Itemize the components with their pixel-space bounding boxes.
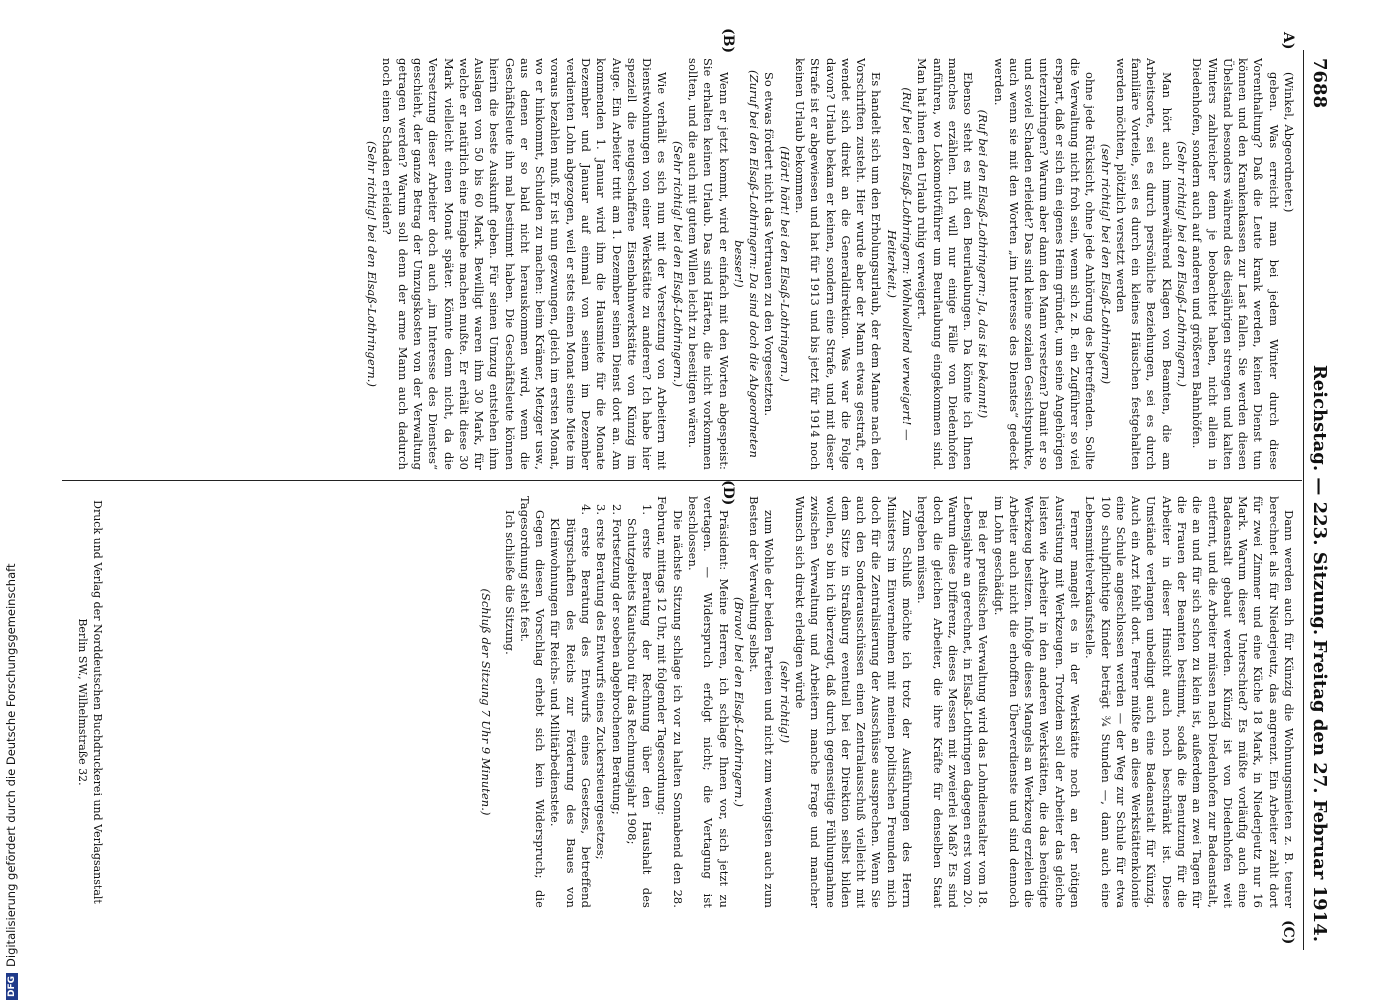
- printer-imprint: [74, 496, 104, 908]
- paragraph: Man hört auch immerwährend Klagen von Beamten, die am Arbeitsorte, sei es durch persönliche Beziehungen, sei es durch familiäre Vorteile, sei es durch ein kleines Häuschen festgehalten werden möchten, plötzlich versetzt werden: [1113, 58, 1174, 470]
- paragraph: Ebenso steht es mit den Beurlaubungen. Da könnte ich Ihnen manches erzählen. Ich will nur einige Fälle von Diedenhofen anführen, wo Lokomotivführer um Beurlaubung eingekommen sind. Man hat ihnen den Urlaub ruhig verweigert.: [915, 58, 976, 470]
- interjection: (Ruf bei den Elsaß-Lothringern: Wohlwollend verweigert! — Heiterkeit.): [884, 87, 914, 441]
- paragraph: Ich schließe die Sitzung.: [502, 510, 517, 655]
- paragraph: So etwas fördert nicht das Vertrauen zu den Vorgesetzten.: [762, 72, 777, 417]
- interjection: (Zuruf bei den Elsaß-Lothringern: Da sind doch die Abgeordneten besser!): [731, 70, 762, 458]
- imprint-line: Druck und Verlag der Norddeutschen Buchdruckerei und Verlagsanstalt: [91, 500, 104, 904]
- paragraph: Zum Schluß möchte ich trotz der Ausführungen des Herrn Ministers im Einvernehmen mit meinen politischen Freunden mich doch für die Zentralisierung der Ausschüsse aussprechen. Wenn Sie auch den Sonderausschüssen einen Zentralausschuß vielleicht mit dem Sitze in Straßburg eventuell bei der Direktion selbst bilden wollen, so bin ich überzeugt, daß durch gegenseitige Fühlungnahme zwischen Verwaltung und Arbeitern manche Frage und mancher Wunsch sich direkt erledigen würde: [793, 496, 914, 908]
- paragraph: Wenn er jetzt kommt, wird er einfach mit den Worten abgespeist: Sie erhalten keinen Urlaub. Das sind Härten, die nicht vorkommen sollten, und die auch mit gutem Willen leicht zu beseitigen wären.: [686, 58, 731, 470]
- margin-mark-a: A): [1280, 32, 1296, 50]
- paragraph: Wie verhält es sich nun mit der Versetzung von Arbeitern mit Dienstwohnungen von einer Werkstätte zu anderen? Ich habe hier speziell die neugeschaffene Eisenbahnwerkstätte von Künzig im Auge. Ein Arbeiter tritt am 1. Dezember seinen Dienst dort an. Am kommenden 1. Januar wird ihm die Hausmiete für die Monate Dezember und Januar auf einmal von seinem im Dezember verdienten Lohn abgezogen, weil er stets einen Monat seine Miete im voraus bezahlen muß. Er ist nun gezwungen, gleich im ersten Monat, wo er hinkommt, Schulden zu machen: beim Krämer, Metzger usw., aus denen er so bald nicht herauskommen wird, wenn die Geschäftsleute ihn mal bestimmt haben. Die Geschäftsleute können hierin die beste Auskunft geben. Für seinen Umzug entstehen ihm Auslagen von 50 bis 60 Mark. Bewilligt waren ihm 30 Mark, für welche er natürlich eine Eingabe machen mußte. Er erhält diese 30 Mark vielleicht einen Monat später. Könnte denn nicht, da die Versetzung dieser Arbeiter doch auch „im Interesse des Dienstes“ geschieht, der ganze Betrag der Umzugskosten von der Verwaltung getragen werden? Warum soll denn der arme Mann auch dadurch noch einen Schaden erleiden?: [380, 58, 670, 470]
- paragraph: (Schluß der Sitzung 7 Uhr 9 Minuten.): [479, 588, 494, 816]
- left-text-column: [66, 58, 1296, 470]
- agenda-item: 2. Fortsetzung der soeben abgebrochenen Beratung;: [609, 504, 624, 815]
- paragraph: zum Wohle der beiden Parteien und nicht zum wenigsten auch zum Besten der Verwaltung selbst.: [747, 496, 777, 908]
- page-header: [1304, 58, 1330, 942]
- paragraph: Gegen diesen Vorschlag erhebt sich kein Widerspruch; die Tagesordnung steht fest.: [517, 496, 548, 908]
- paragraph: (Winkel, Abgeordneter.): [1282, 72, 1296, 213]
- header-rule: [1303, 50, 1304, 950]
- interjection: (Sehr richtig! bei den Elsaß-Lothringern.): [670, 140, 685, 388]
- interjection: (Bravo! bei den Elsaß-Lothringern.): [731, 596, 746, 808]
- paragraph: Präsident: Meine Herren, ich schlage Ihnen vor, sich jetzt zu vertagen. — Widerspruch erfolgt nicht; die Vertagung ist beschlossen.: [686, 496, 731, 908]
- paragraph: Ferner mangelt es in der Werkstätte noch an der nötigen Ausrüstung mit Werkzeugen. Trotzdem soll der Arbeiter das gleiche leisten wie Arbeiter in den anderen Werkstätten, die das benötigte Werkzeug besitzen. Infolge dieses Mangels an Werkzeug erzielen die Arbeiter auch nicht die erhofften Überverdienste und sind dennoch im Lohn geschädigt.: [991, 496, 1083, 908]
- agenda-item: 3. erste Beratung des Entwurfs eines Zuckersteuergesetzes;: [594, 504, 609, 860]
- interjection: (sehr richtig!): [777, 660, 792, 744]
- interjection: (sehr richtig! bei den Elsaß-Lothringern): [1098, 143, 1113, 385]
- interjection: (Hört! hört! bei den Elsaß-Lothringern.): [777, 146, 792, 382]
- right-text-column: [66, 496, 1296, 908]
- dfg-logo: DFG: [6, 973, 18, 1000]
- margin-mark-d: (D): [720, 480, 736, 506]
- session-title: Reichstag. — 223. Sitzung.: [1309, 364, 1330, 636]
- paragraph: Dann werden auch für Künzig die Wohnungsmieten z. B. teurer berechnet als für Niederjeutz, das angrenzt. Ein Arbeiter zahlt dort für zwei Zimmer und eine Küche 18 Mark, in Niederjeutz nur 16 Mark. Warum dieser Unterschied? Es müßte vorläufig auch eine Badeanstalt gebaut werden. Künzig ist von Diedenhofen weit entfernt, und die Arbeiter müssen nach Diedenhofen zur Badeanstalt, die an und für sich schon zu klein ist, außerdem an zwei Tagen für die Frauen der Beamten bestimmt, sodaß die Benutzung für die Arbeiter in dieser Hinsicht auch noch beschränkt ist. Diese Umstände verlangen unbedingt auch eine Badeanstalt für Künzig. Auch ein Arzt fehlt dort. Ferner müßte an diese Werkstättenkolonie eine Schule angeschlossen werden — der Weg zur Schule für etwa 100 schulpflichtige Kinder beträgt ¾ Stunden —, dann auch eine Lebensmittelverkaufsstelle.: [1083, 496, 1296, 908]
- paragraph: Bei der preußischen Verwaltung wird das Lohndienstalter vom 18. Lebensjahre an gerechnet, in Elsaß-Lothringen dagegen erst vom 20. Warum diese Differenz, dieses Messen mit zweierlei Maß? Es sind doch die gleichen Arbeiter, die ihre Kräfte für denselben Staat hergeben müssen.: [915, 496, 991, 908]
- interjection: (Sehr richtig! bei den Elsaß-Lothringern.): [365, 140, 380, 388]
- session-date: Freitag den 27. Februar 1914.: [1309, 639, 1330, 942]
- digitization-credit: [4, 0, 24, 1000]
- document-page: [46, 28, 1336, 950]
- agenda-item: 4. erste Beratung des Entwurfs eines Gesetzes, betreffend Bürgschaften des Reichs zur Förderung des Baues von Kleinwohnungen für Reichs- und Militärbedienstete.: [548, 504, 594, 908]
- paragraph: Die nächste Sitzung schlage ich vor zu halten Sonnabend den 28. Februar, mittags 12 Uhr, mit folgender Tagesordnung:: [655, 496, 685, 908]
- interjection: (Ruf bei den Elsaß-Lothringern: Ja, das ist bekannt!): [976, 109, 991, 419]
- column-divider: [62, 480, 1302, 481]
- imprint-address: Berlin SW., Wilhelmstraße 32.: [76, 618, 90, 786]
- paragraph: geben. Was erreicht man bei jedem Winter durch diese Vorenthaltung? Daß die Leute krank werden, keinen Dienst tun können und den Krankenkassen zur Last fallen. Sie werden diesen Übelstand besonders während des diesjährigen strengen und kalten Winters zahlreicher denn je beobachtet haben, nicht allein in Diedenhofen, sondern auch auf anderen und größeren Bahnhöfen.: [1190, 58, 1281, 470]
- agenda-item: 1. erste Beratung der Rechnung über den Haushalt des Schutzgebiets Kiautschou für das Rechnungsjahr 1908;: [624, 504, 655, 908]
- paragraph: Es handelt sich um den Erholungsurlaub, der dem Manne nach den Vorschriften zusteht. Hier wurde aber der Mann etwas gestraft, er wendet sich direkt an die Generaldirektion. Was war die Folge davon? Urlaub bekam er keinen, sondern eine Strafe, und mit dieser Strafe ist er abgewiesen und hat für 1913 und bis jetzt für 1914 noch keinen Urlaub bekommen.: [793, 58, 884, 470]
- page-number: 7688: [1309, 58, 1330, 109]
- credit-text: Digitalisierung gefördert durch die Deutsche Forschungsgemeinschaft: [4, 563, 18, 967]
- margin-mark-b: (B): [720, 28, 736, 54]
- margin-mark-c: (C): [1280, 920, 1296, 945]
- interjection: (Sehr richtig! bei den Elsaß-Lothringern.): [1175, 140, 1190, 388]
- paragraph: ohne jede Rücksicht, ohne jede Anhörung des betreffenden. Sollte die Verwaltung nicht froh sein, wenn sich z. B. ein Zugführer so viel erspart, daß er sich ein eigenes Heim gründet, um seine Angehörigen unterzubringen? Warum aber dann den Mann versetzen? Damit er so und soviel Schaden erleidet? Das sind keine sozialen Gesichtspunkte, auch wenn sie mit den Worten „im Interesse des Dienstes“ gedeckt werden.: [991, 58, 1098, 470]
